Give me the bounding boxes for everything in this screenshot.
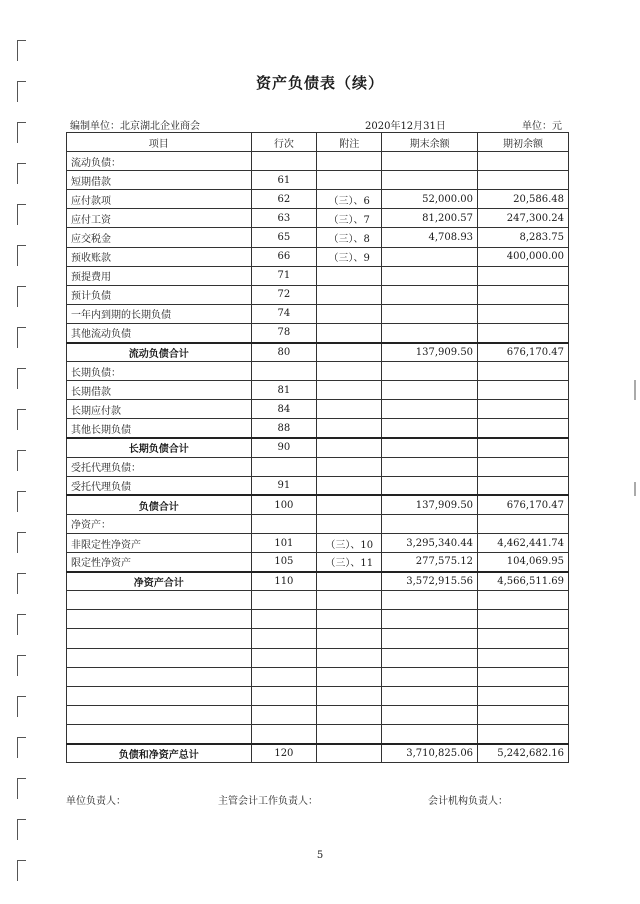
page-edge-mark <box>634 482 636 496</box>
cell-end: 3,710,825.06 <box>382 744 478 763</box>
cell-end <box>382 400 478 419</box>
binding-mark <box>17 819 26 840</box>
cell-item: 受托代理负债： <box>67 457 252 476</box>
cell-note <box>317 285 382 304</box>
cell-begin <box>478 152 569 171</box>
cell-end: 81,200.57 <box>382 209 478 228</box>
cell-note <box>317 400 382 419</box>
cell-item: 预收账款 <box>67 247 252 266</box>
table-row <box>67 648 569 667</box>
binding-mark <box>17 532 26 553</box>
cell-end <box>382 438 478 457</box>
cell-item: 负债和净资产总计 <box>67 744 252 763</box>
table-row <box>67 572 569 591</box>
binding-mark <box>17 40 26 61</box>
cell-begin <box>478 648 569 667</box>
cell-line: 63 <box>251 209 317 228</box>
cell-line: 74 <box>251 304 317 323</box>
cell-item <box>67 667 252 686</box>
cell-note <box>317 343 382 362</box>
binding-mark <box>17 122 26 143</box>
cell-begin: 8,283.75 <box>478 228 569 247</box>
balance-sheet-table <box>66 132 569 763</box>
cell-note <box>317 362 382 381</box>
cell-line: 78 <box>251 323 317 342</box>
cell-item <box>67 724 252 743</box>
binding-mark <box>17 450 26 471</box>
table-row <box>67 285 569 304</box>
page-edge-mark <box>634 380 636 400</box>
cell-note <box>317 514 382 533</box>
table-row <box>67 343 569 362</box>
cell-begin <box>478 724 569 743</box>
cell-line <box>251 152 317 171</box>
cell-item: 长期负债： <box>67 362 252 381</box>
cell-end <box>382 152 478 171</box>
table-row <box>67 247 569 266</box>
cell-line: 105 <box>251 553 317 572</box>
cell-line: 61 <box>251 171 317 190</box>
cell-begin <box>478 171 569 190</box>
cell-end <box>382 629 478 648</box>
cell-end: 4,708.93 <box>382 228 478 247</box>
cell-item: 受托代理负债 <box>67 476 252 495</box>
cell-begin <box>478 304 569 323</box>
cell-end: 277,575.12 <box>382 553 478 572</box>
cell-item: 应交税金 <box>67 228 252 247</box>
cell-end <box>382 419 478 438</box>
cell-end <box>382 266 478 285</box>
cell-note: （三）、10 <box>317 533 382 552</box>
cell-note <box>317 648 382 667</box>
cell-begin <box>478 266 569 285</box>
table-row <box>67 266 569 285</box>
cell-note <box>317 724 382 743</box>
table-row <box>67 400 569 419</box>
cell-note <box>317 591 382 610</box>
cell-end <box>382 591 478 610</box>
cell-line <box>251 705 317 724</box>
cell-begin <box>478 686 569 705</box>
table-row <box>67 438 569 457</box>
table-row <box>67 667 569 686</box>
table-row <box>67 228 569 247</box>
cell-item: 净资产： <box>67 514 252 533</box>
cell-end <box>382 476 478 495</box>
cell-begin: 4,566,511.69 <box>478 572 569 591</box>
cell-end <box>382 304 478 323</box>
table-row <box>67 171 569 190</box>
page-title: 资产负债表（续） <box>255 74 384 92</box>
cell-line: 81 <box>251 381 317 400</box>
cell-line <box>251 629 317 648</box>
cell-line: 72 <box>251 285 317 304</box>
table-row <box>67 323 569 342</box>
cell-line: 120 <box>251 744 317 763</box>
cell-line: 91 <box>251 476 317 495</box>
cell-begin <box>478 514 569 533</box>
table-row <box>67 514 569 533</box>
cell-line: 88 <box>251 419 317 438</box>
cell-line <box>251 514 317 533</box>
accounting-head-signature: 主管会计工作负责人： <box>218 796 318 807</box>
table-row <box>67 209 569 228</box>
table-row <box>67 629 569 648</box>
cell-line <box>251 667 317 686</box>
cell-line: 110 <box>251 572 317 591</box>
cell-item: 应付款项 <box>67 190 252 209</box>
cell-item: 预计负债 <box>67 285 252 304</box>
cell-end <box>382 457 478 476</box>
currency-unit: 单位：元 <box>522 121 562 132</box>
cell-line: 84 <box>251 400 317 419</box>
cell-note: （三）、9 <box>317 247 382 266</box>
cell-line: 65 <box>251 228 317 247</box>
cell-item: 预提费用 <box>67 266 252 285</box>
cell-item: 净资产合计 <box>67 572 252 591</box>
cell-begin: 104,069.95 <box>478 553 569 572</box>
cell-item <box>67 629 252 648</box>
cell-note: （三）、11 <box>317 553 382 572</box>
cell-end <box>382 323 478 342</box>
cell-line: 62 <box>251 190 317 209</box>
binding-mark <box>17 409 26 430</box>
cell-note <box>317 705 382 724</box>
cell-note <box>317 610 382 629</box>
table-row <box>67 362 569 381</box>
cell-end <box>382 171 478 190</box>
cell-begin: 676,170.47 <box>478 343 569 362</box>
table-row <box>67 152 569 171</box>
cell-end <box>382 285 478 304</box>
cell-begin: 20,586.48 <box>478 190 569 209</box>
cell-begin: 400,000.00 <box>478 247 569 266</box>
cell-item: 其他长期负债 <box>67 419 252 438</box>
cell-item <box>67 686 252 705</box>
cell-end <box>382 724 478 743</box>
cell-line <box>251 648 317 667</box>
cell-line: 71 <box>251 266 317 285</box>
cell-begin <box>478 457 569 476</box>
cell-note <box>317 171 382 190</box>
cell-end: 137,909.50 <box>382 343 478 362</box>
cell-line: 100 <box>251 495 317 514</box>
cell-end <box>382 610 478 629</box>
cell-end: 3,295,340.44 <box>382 533 478 552</box>
cell-begin <box>478 476 569 495</box>
cell-end <box>382 247 478 266</box>
cell-line <box>251 591 317 610</box>
table-header-row <box>67 133 569 152</box>
cell-line: 66 <box>251 247 317 266</box>
cell-begin <box>478 381 569 400</box>
cell-end: 3,572,915.56 <box>382 572 478 591</box>
cell-item: 一年内到期的长期负债 <box>67 304 252 323</box>
cell-note <box>317 572 382 591</box>
binding-mark <box>17 614 26 635</box>
cell-end <box>382 381 478 400</box>
table-row <box>67 457 569 476</box>
org-name: 编制单位：北京湖北企业商会 <box>70 121 200 132</box>
cell-begin <box>478 419 569 438</box>
cell-note: （三）、6 <box>317 190 382 209</box>
binding-margin <box>0 0 30 904</box>
cell-begin: 247,300.24 <box>478 209 569 228</box>
cell-begin <box>478 667 569 686</box>
table-row <box>67 744 569 763</box>
table-row <box>67 610 569 629</box>
cell-note: （三）、8 <box>317 228 382 247</box>
cell-item: 非限定性净资产 <box>67 533 252 552</box>
cell-end <box>382 667 478 686</box>
binding-mark <box>17 737 26 758</box>
unit-head-signature: 单位负责人： <box>66 796 126 807</box>
cell-item <box>67 591 252 610</box>
cell-item: 其他流动负债 <box>67 323 252 342</box>
cell-note <box>317 667 382 686</box>
cell-item: 流动负债： <box>67 152 252 171</box>
cell-end: 52,000.00 <box>382 190 478 209</box>
cell-note <box>317 629 382 648</box>
cell-item: 短期借款 <box>67 171 252 190</box>
cell-item: 长期负债合计 <box>67 438 252 457</box>
binding-mark <box>17 573 26 594</box>
cell-end <box>382 362 478 381</box>
table-row <box>67 686 569 705</box>
header-begin-balance: 期初余额 <box>478 133 569 152</box>
header-note: 附注 <box>317 133 382 152</box>
cell-begin <box>478 705 569 724</box>
cell-begin <box>478 400 569 419</box>
cell-end <box>382 648 478 667</box>
cell-note <box>317 495 382 514</box>
report-date: 2020年12月31日 <box>365 121 446 132</box>
cell-note <box>317 419 382 438</box>
cell-begin <box>478 362 569 381</box>
table-row <box>67 419 569 438</box>
binding-mark <box>17 245 26 266</box>
header-end-balance: 期末余额 <box>382 133 478 152</box>
cell-begin: 676,170.47 <box>478 495 569 514</box>
cell-note <box>317 476 382 495</box>
cell-line: 90 <box>251 438 317 457</box>
cell-begin <box>478 438 569 457</box>
cell-line <box>251 610 317 629</box>
cell-begin <box>478 629 569 648</box>
cell-begin <box>478 610 569 629</box>
cell-end: 137,909.50 <box>382 495 478 514</box>
cell-item: 限定性净资产 <box>67 553 252 572</box>
cell-line <box>251 724 317 743</box>
binding-mark <box>17 204 26 225</box>
accounting-dept-head-signature: 会计机构负责人： <box>428 796 508 807</box>
table-row <box>67 304 569 323</box>
cell-note <box>317 304 382 323</box>
binding-mark <box>17 491 26 512</box>
cell-item <box>67 705 252 724</box>
cell-begin <box>478 285 569 304</box>
table-row <box>67 190 569 209</box>
cell-begin: 4,462,441.74 <box>478 533 569 552</box>
table-body <box>67 152 569 763</box>
cell-begin: 5,242,682.16 <box>478 744 569 763</box>
cell-note <box>317 152 382 171</box>
binding-mark <box>17 860 26 881</box>
cell-item: 负债合计 <box>67 495 252 514</box>
cell-line <box>251 362 317 381</box>
cell-line <box>251 686 317 705</box>
cell-line: 80 <box>251 343 317 362</box>
cell-note <box>317 323 382 342</box>
cell-begin <box>478 323 569 342</box>
binding-mark <box>17 778 26 799</box>
cell-item: 应付工资 <box>67 209 252 228</box>
table-row <box>67 533 569 552</box>
table-row <box>67 591 569 610</box>
cell-note <box>317 266 382 285</box>
binding-mark <box>17 286 26 307</box>
table-row <box>67 724 569 743</box>
binding-mark <box>17 327 26 348</box>
cell-line <box>251 457 317 476</box>
header-line: 行次 <box>251 133 317 152</box>
binding-mark <box>17 368 26 389</box>
binding-mark <box>17 163 26 184</box>
cell-note <box>317 381 382 400</box>
cell-end <box>382 705 478 724</box>
cell-line: 101 <box>251 533 317 552</box>
cell-item <box>67 610 252 629</box>
table-row <box>67 476 569 495</box>
header-item: 项目 <box>67 133 252 152</box>
cell-item: 流动负债合计 <box>67 343 252 362</box>
table-row <box>67 381 569 400</box>
binding-mark <box>17 655 26 676</box>
table-row <box>67 553 569 572</box>
cell-note <box>317 744 382 763</box>
cell-begin <box>478 591 569 610</box>
cell-note: （三）、7 <box>317 209 382 228</box>
table-row <box>67 495 569 514</box>
cell-item <box>67 648 252 667</box>
cell-note <box>317 438 382 457</box>
cell-end <box>382 514 478 533</box>
cell-note <box>317 457 382 476</box>
cell-note <box>317 686 382 705</box>
cell-item: 长期应付款 <box>67 400 252 419</box>
table-row <box>67 705 569 724</box>
binding-mark <box>17 696 26 717</box>
cell-end <box>382 686 478 705</box>
cell-item: 长期借款 <box>67 381 252 400</box>
page-number: 5 <box>316 850 324 861</box>
